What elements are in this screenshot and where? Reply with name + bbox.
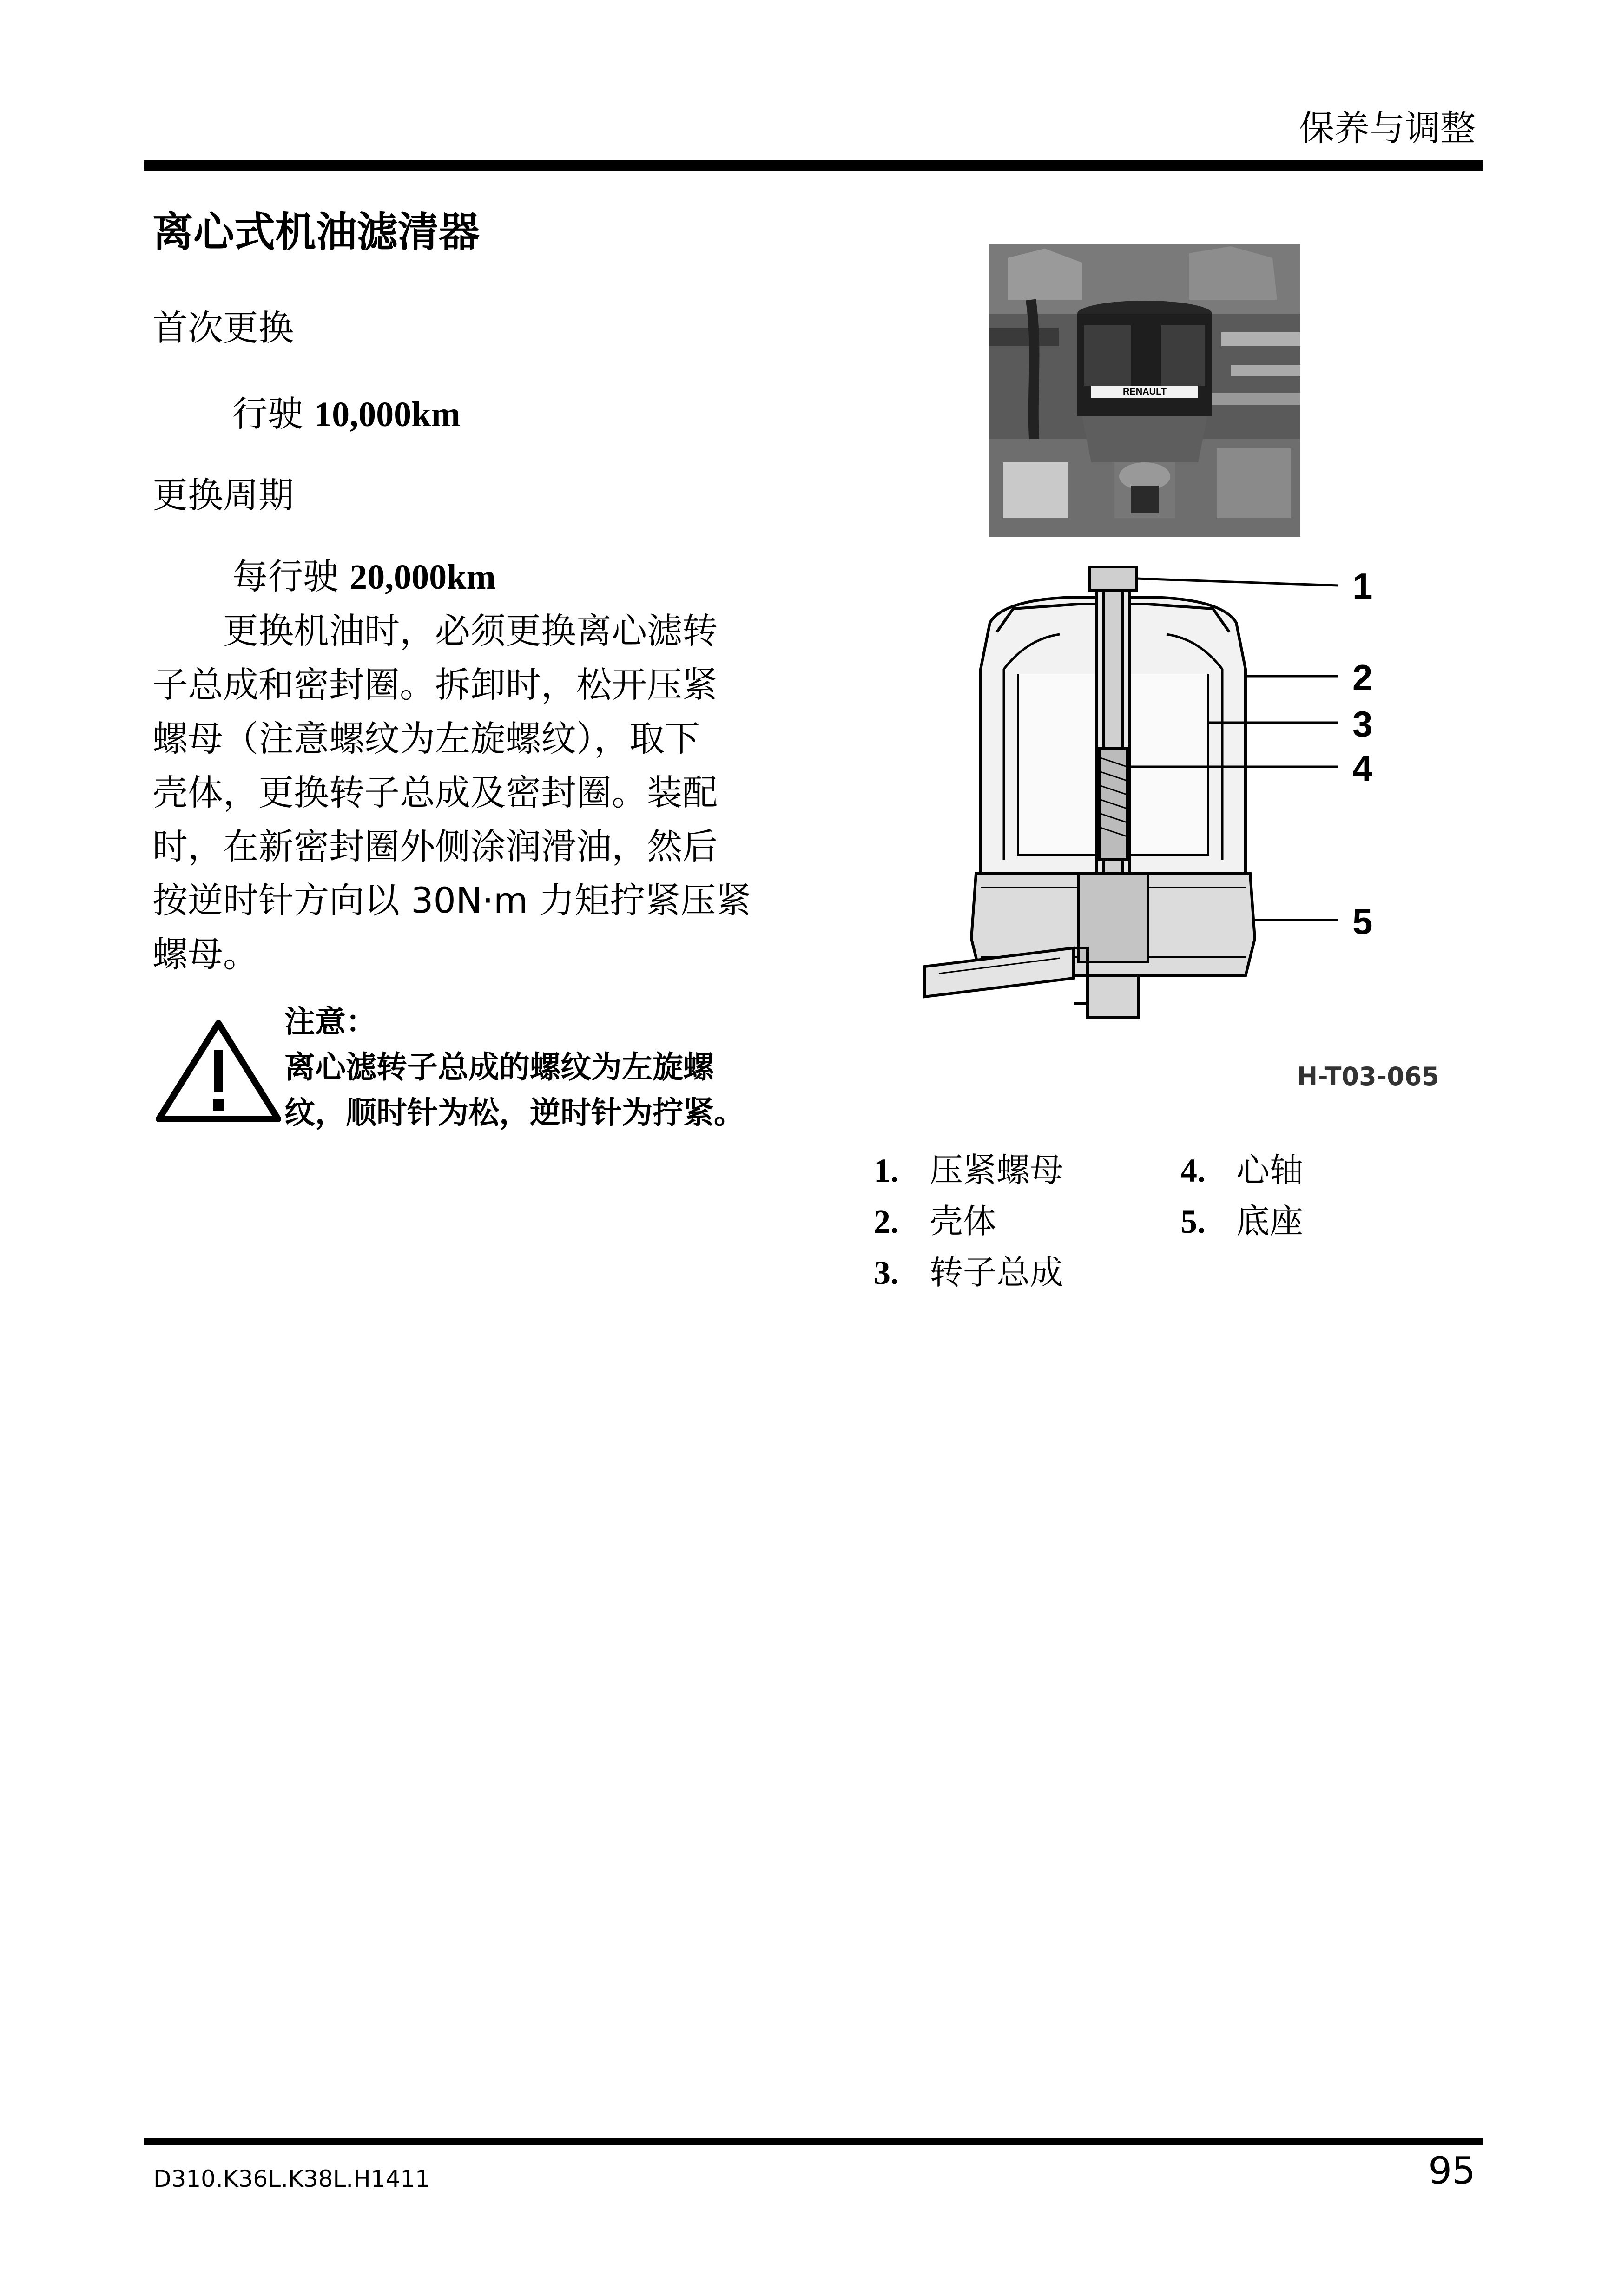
legend-label: 壳体: [929, 1202, 997, 1241]
photo-badge: RENAULT: [1122, 387, 1167, 397]
legend-number: 1.: [874, 1152, 899, 1189]
caution-line: 离心滤转子总成的螺纹为左旋螺: [284, 1049, 714, 1085]
legend-number: 3.: [874, 1254, 899, 1291]
caution-heading: 注意：: [284, 1004, 376, 1039]
legend-item: [874, 1143, 1063, 1191]
interval-value: [232, 548, 496, 599]
legend-item: [1180, 1143, 1303, 1191]
first-replacement-distance: 10,000km: [314, 395, 461, 434]
legend-label: 压紧螺母: [929, 1151, 1064, 1190]
callout-3: 3: [1352, 704, 1373, 744]
callout-2: 2: [1352, 657, 1373, 698]
body-line: 时，在新密封圈外侧涂润滑油，然后: [152, 826, 718, 867]
legend-item: [874, 1194, 996, 1243]
body-line: 子总成和密封圈。拆卸时，松开压紧: [152, 664, 718, 705]
legend-number: 2.: [874, 1203, 899, 1240]
legend-item: [1180, 1194, 1303, 1243]
interval-label: 更换周期: [152, 474, 294, 516]
callout-5: 5: [1352, 901, 1373, 942]
first-replacement-value: [232, 386, 461, 436]
first-replacement-prefix: 行驶: [232, 393, 303, 434]
body-line: 螺母。: [152, 934, 258, 975]
caution-line: 纹，顺时针为松，逆时针为拧紧。: [284, 1095, 745, 1131]
body-line: 更换机油时，必须更换离心滤转: [152, 610, 718, 651]
body-line: 按逆时针方向以 30N·m 力矩拧紧压紧: [152, 880, 751, 921]
procedure-paragraph: [152, 604, 794, 981]
page-number: 95: [1428, 2149, 1476, 2192]
warning-triangle-icon: [153, 1018, 283, 1125]
parts-legend: [874, 1143, 1338, 1301]
legend-number: 4.: [1180, 1152, 1206, 1189]
body-line: 螺母（注意螺纹为左旋螺纹），取下: [152, 718, 700, 759]
legend-item: [874, 1245, 1063, 1294]
callout-4: 4: [1352, 748, 1373, 789]
legend-number: 5.: [1180, 1203, 1206, 1240]
first-replacement-label: 首次更换: [152, 307, 294, 349]
filter-cutaway-diagram: [920, 558, 1487, 1064]
figure-code: H-T03-065: [1297, 1062, 1439, 1091]
page-title: 离心式机油滤清器: [152, 208, 480, 256]
engine-filter-photo: [989, 244, 1300, 537]
interval-prefix: 每行驶: [232, 556, 338, 597]
header-rule: [144, 160, 1483, 171]
legend-label: 转子总成: [929, 1253, 1064, 1292]
caution-note: [284, 999, 796, 1136]
running-header: 保养与调整: [1299, 107, 1476, 149]
interval-distance: 20,000km: [349, 558, 496, 597]
document-code: D310.K36L.K38L.H1411: [153, 2165, 430, 2192]
legend-label: 底座: [1236, 1202, 1304, 1241]
callout-1: 1: [1352, 566, 1373, 606]
body-line: 壳体，更换转子总成及密封圈。装配: [152, 772, 718, 813]
footer-rule: [144, 2138, 1483, 2145]
legend-label: 心轴: [1236, 1151, 1304, 1190]
